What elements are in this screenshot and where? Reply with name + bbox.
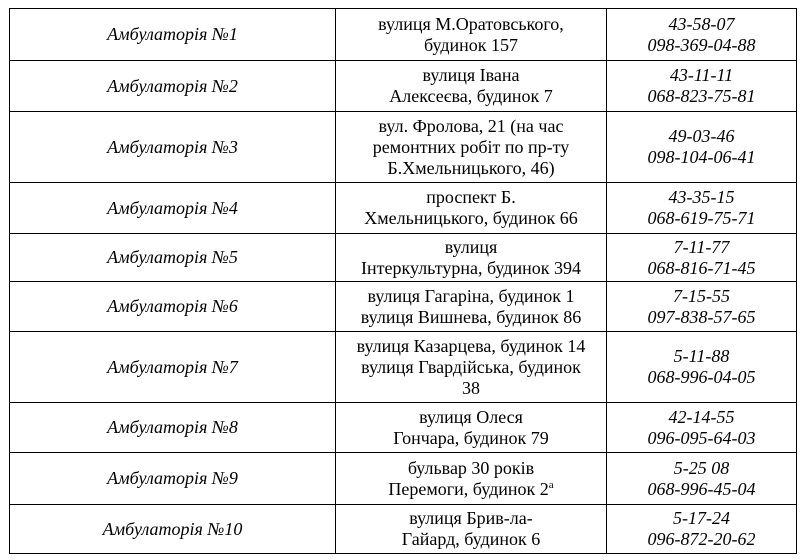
clinic-name: Амбулаторія №4 bbox=[10, 183, 336, 234]
clinic-phones bbox=[607, 332, 797, 403]
table-row bbox=[10, 282, 797, 332]
phone-landline: 43-35-15 bbox=[668, 187, 735, 207]
clinic-phones bbox=[607, 453, 797, 505]
table-row bbox=[10, 183, 797, 234]
clinic-address: проспект Б. Хмельницького, будинок 66 bbox=[336, 183, 607, 234]
clinic-address: вулиця Брив-ла- Гайард, будинок 6 bbox=[336, 505, 607, 554]
clinic-name: Амбулаторія №9 bbox=[10, 453, 336, 505]
clinic-address: вулиця Івана Алексеєва, будинок 7 bbox=[336, 61, 607, 112]
phone-landline: 5-11-88 bbox=[673, 346, 730, 366]
clinic-address: вулиця Гагаріна, будинок 1 вулиця Вишнева, будинок 86 bbox=[336, 282, 607, 332]
phone-mobile: 068-996-04-05 bbox=[647, 367, 756, 387]
clinic-name: Амбулаторія №5 bbox=[10, 234, 336, 282]
clinic-phones bbox=[607, 505, 797, 554]
phone-landline: 7-11-77 bbox=[673, 236, 730, 257]
phone-mobile: 068-619-75-71 bbox=[647, 208, 756, 228]
phone-mobile: 068-816-71-45 bbox=[647, 257, 756, 278]
phone-mobile: 097-838-57-65 bbox=[647, 306, 756, 327]
clinic-phones bbox=[607, 9, 797, 61]
clinic-name: Амбулаторія №1 bbox=[10, 9, 336, 61]
phone-landline: 43-11-11 bbox=[669, 65, 734, 85]
clinic-name: Амбулаторія №10 bbox=[10, 505, 336, 554]
clinic-address: вул. Фролова, 21 (на час ремонтних робіт по пр-ту Б.Хмельницького, 46) bbox=[336, 112, 607, 183]
clinic-phones bbox=[607, 61, 797, 112]
phone-mobile: 068-996-45-04 bbox=[647, 478, 756, 499]
table-row bbox=[10, 403, 797, 453]
clinics-table bbox=[9, 8, 797, 554]
phone-mobile: 098-369-04-88 bbox=[647, 34, 756, 55]
phone-mobile: 096-095-64-03 bbox=[647, 427, 756, 448]
phone-mobile: 068-823-75-81 bbox=[647, 86, 756, 106]
clinic-address: вулиця М.Оратовського, будинок 157 bbox=[336, 9, 607, 61]
address-text: бульвар 30 років Перемоги, будинок 2 bbox=[388, 457, 549, 499]
table-row bbox=[10, 234, 797, 282]
phone-landline: 42-14-55 bbox=[668, 406, 735, 427]
table-row bbox=[10, 332, 797, 403]
address-superscript: а bbox=[548, 478, 554, 491]
phone-landline: 7-15-55 bbox=[673, 285, 730, 306]
clinic-name: Амбулаторія №3 bbox=[10, 112, 336, 183]
phone-mobile: 096-872-20-62 bbox=[647, 529, 756, 549]
clinic-name: Амбулаторія №6 bbox=[10, 282, 336, 332]
clinic-address: вулиця Казарцева, будинок 14 вулиця Гвардійська, будинок 38 bbox=[336, 332, 607, 403]
table-row bbox=[10, 505, 797, 554]
clinic-phones bbox=[607, 234, 797, 282]
clinic-phones bbox=[607, 183, 797, 234]
clinic-phones bbox=[607, 112, 797, 183]
phone-landline: 5-25 08 bbox=[673, 457, 730, 478]
clinic-phones bbox=[607, 282, 797, 332]
phone-mobile: 098-104-06-41 bbox=[647, 147, 756, 167]
phone-landline: 5-17-24 bbox=[673, 508, 730, 528]
clinic-name: Амбулаторія №8 bbox=[10, 403, 336, 453]
phone-landline: 49-03-46 bbox=[668, 126, 735, 146]
table-row bbox=[10, 112, 797, 183]
clinic-address bbox=[336, 453, 607, 505]
table-row bbox=[10, 61, 797, 112]
clinic-phones bbox=[607, 403, 797, 453]
clinic-address: вулиця Інтеркультурна, будинок 394 bbox=[336, 234, 607, 282]
clinic-name: Амбулаторія №7 bbox=[10, 332, 336, 403]
table-row bbox=[10, 453, 797, 505]
clinic-name: Амбулаторія №2 bbox=[10, 61, 336, 112]
table-row bbox=[10, 9, 797, 61]
phone-landline: 43-58-07 bbox=[668, 13, 735, 34]
clinic-address: вулиця Олеся Гончара, будинок 79 bbox=[336, 403, 607, 453]
